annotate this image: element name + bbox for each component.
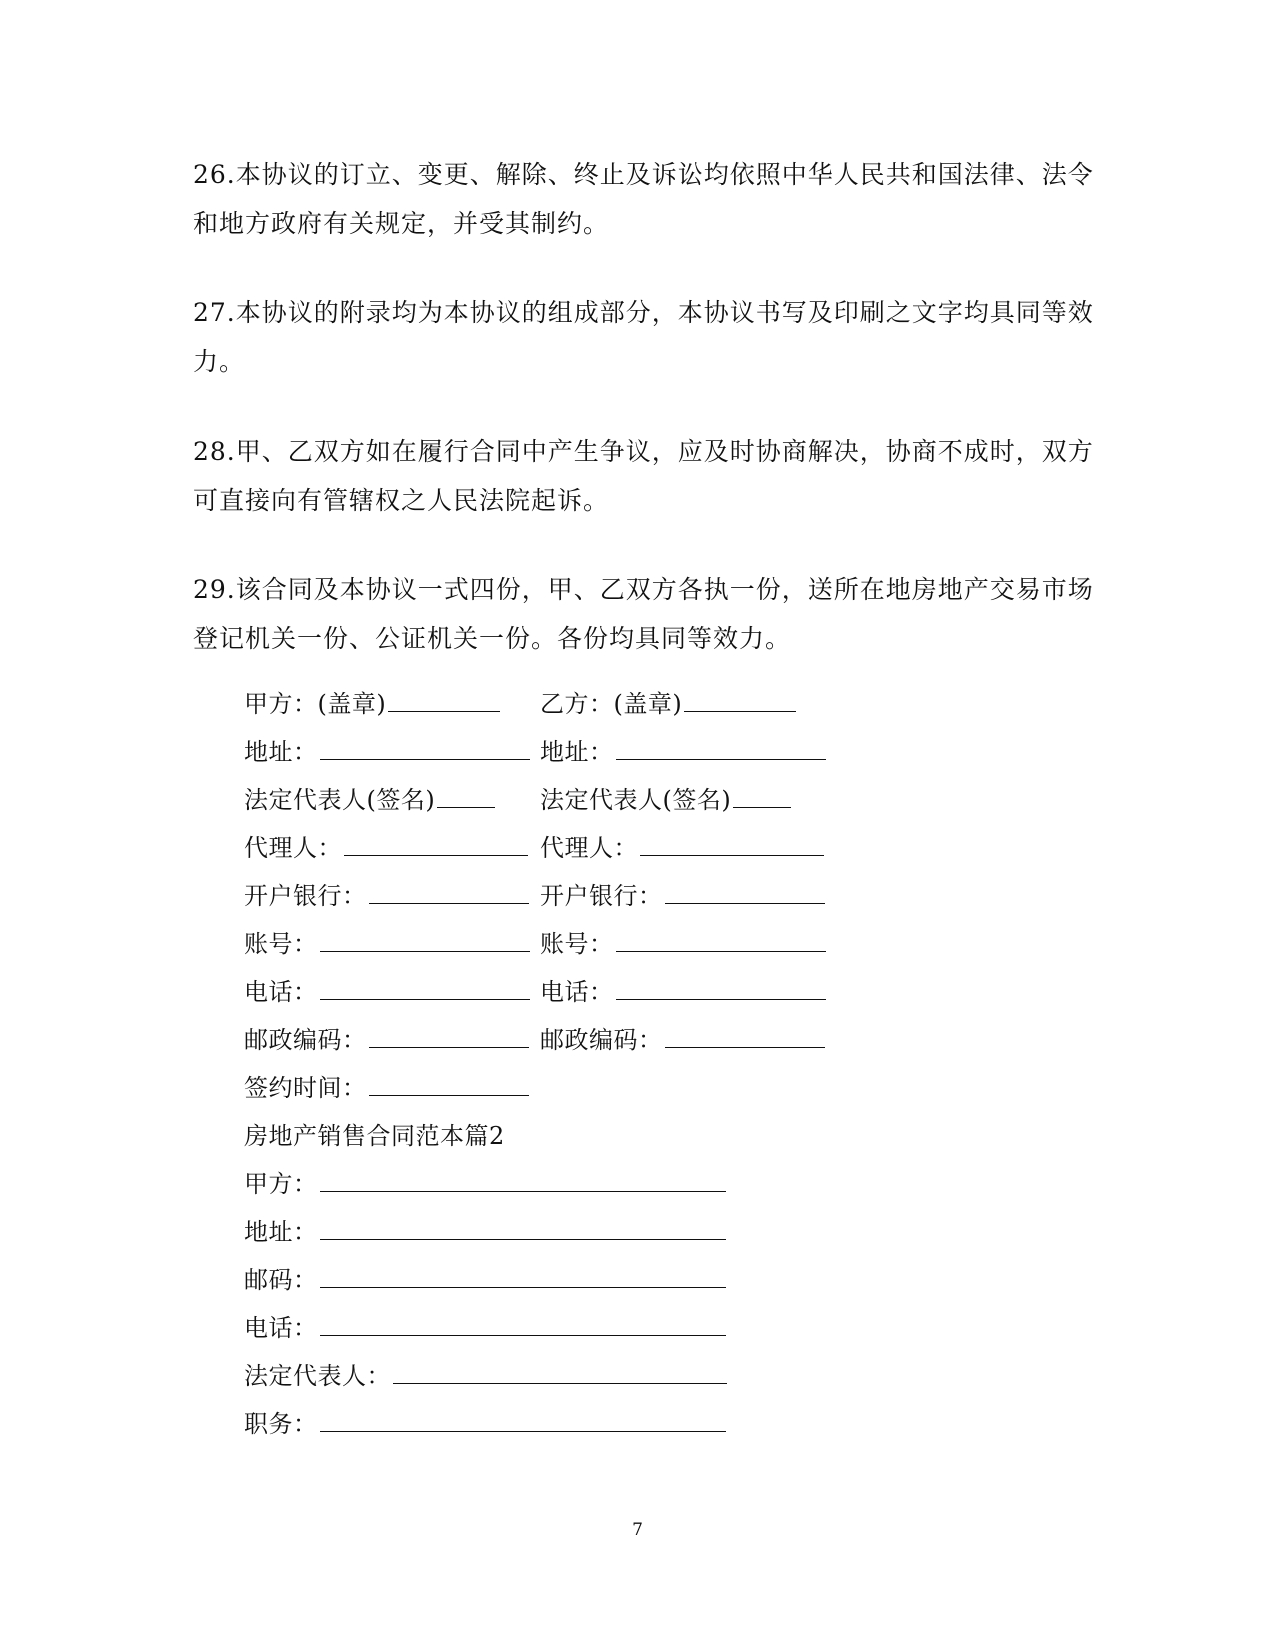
s2-postcode-row: [244, 1264, 726, 1296]
signature-agent-row: [244, 832, 824, 864]
party-b-seal-label: 乙方：(盖章): [540, 690, 683, 718]
agent-b-label: 代理人：: [540, 834, 638, 862]
postcode-b-label: 邮政编码：: [540, 1026, 663, 1054]
account-a-label: 账号：: [244, 930, 318, 958]
account-b-blank[interactable]: [616, 929, 826, 952]
account-b-label: 账号：: [540, 930, 614, 958]
legal-rep-b-blank[interactable]: [733, 785, 791, 808]
s2-position-label: 职务：: [244, 1410, 318, 1438]
s2-position-row: [244, 1408, 726, 1440]
s2-legal-rep-row: [244, 1360, 727, 1392]
party-a-seal-blank[interactable]: [388, 689, 500, 712]
signature-seal-row: [244, 688, 796, 720]
clause-line: 可直接向有管辖权之人民法院起诉。: [193, 486, 610, 515]
address-b-blank[interactable]: [616, 737, 826, 760]
signature-bank-row: [244, 880, 825, 912]
address-b-label: 地址：: [540, 738, 614, 766]
clause-line: 和地方政府有关规定，并受其制约。: [193, 209, 610, 238]
postcode-b-blank[interactable]: [665, 1025, 825, 1048]
s2-address-row: [244, 1216, 726, 1248]
agent-a-label: 代理人：: [244, 834, 342, 862]
phone-a-label: 电话：: [244, 978, 318, 1006]
clause-29: [193, 565, 1094, 663]
sign-date-label: 签约时间：: [244, 1074, 367, 1102]
phone-a-blank[interactable]: [320, 977, 530, 1000]
s2-phone-label: 电话：: [244, 1314, 318, 1342]
bank-a-blank[interactable]: [369, 881, 529, 904]
s2-legal-rep-blank[interactable]: [393, 1361, 727, 1384]
party-b-seal-blank[interactable]: [684, 689, 796, 712]
s2-position-blank[interactable]: [320, 1409, 726, 1432]
bank-a-label: 开户银行：: [244, 882, 367, 910]
clause-line: 力。: [193, 347, 246, 376]
clause-line: 27.本协议的附录均为本协议的组成部分，本协议书写及印刷之文字均具同等效: [193, 298, 1094, 327]
clause-line: 28.甲、乙双方如在履行合同中产生争议，应及时协商解决，协商不成时，双方: [193, 437, 1094, 466]
s2-phone-blank[interactable]: [320, 1313, 726, 1336]
agent-b-blank[interactable]: [640, 833, 824, 856]
s2-phone-row: [244, 1312, 726, 1344]
legal-rep-a-label: 法定代表人(签名): [244, 786, 436, 814]
clause-27: [193, 288, 1094, 386]
s2-party-a-blank[interactable]: [320, 1169, 726, 1192]
signature-postcode-row: [244, 1024, 825, 1056]
s2-party-a-label: 甲方：: [244, 1170, 318, 1198]
agent-a-blank[interactable]: [344, 833, 528, 856]
clause-line: 29.该合同及本协议一式四份，甲、乙双方各执一份，送所在地房地产交易市场: [193, 575, 1094, 604]
signature-account-row: [244, 928, 826, 960]
signature-phone-row: [244, 976, 826, 1008]
account-a-blank[interactable]: [320, 929, 530, 952]
phone-b-label: 电话：: [540, 978, 614, 1006]
clause-line: 登记机关一份、公证机关一份。各份均具同等效力。: [193, 624, 792, 653]
s2-party-a-row: [244, 1168, 726, 1200]
bank-b-blank[interactable]: [665, 881, 825, 904]
clause-line: 26.本协议的订立、变更、解除、终止及诉讼均依照中华人民共和国法律、法令: [193, 160, 1094, 189]
s2-postcode-blank[interactable]: [320, 1265, 726, 1288]
address-a-blank[interactable]: [320, 737, 530, 760]
s2-legal-rep-label: 法定代表人：: [244, 1362, 391, 1390]
s2-address-label: 地址：: [244, 1218, 318, 1246]
clause-28: [193, 427, 1094, 525]
s2-postcode-label: 邮码：: [244, 1266, 318, 1294]
legal-rep-b-label: 法定代表人(签名): [540, 786, 732, 814]
postcode-a-label: 邮政编码：: [244, 1026, 367, 1054]
clause-26: [193, 150, 1094, 248]
phone-b-blank[interactable]: [616, 977, 826, 1000]
address-a-label: 地址：: [244, 738, 318, 766]
signature-address-row: [244, 736, 826, 768]
postcode-a-blank[interactable]: [369, 1025, 529, 1048]
section-2-title: 房地产销售合同范本篇2: [244, 1122, 505, 1150]
party-a-seal-label: 甲方：(盖章): [244, 690, 387, 718]
signature-date-row: [244, 1072, 529, 1104]
sign-date-blank[interactable]: [369, 1073, 529, 1096]
page-number: 7: [632, 1520, 643, 1540]
legal-rep-a-blank[interactable]: [437, 785, 495, 808]
signature-legal-rep-row: [244, 784, 791, 816]
s2-address-blank[interactable]: [320, 1217, 726, 1240]
bank-b-label: 开户银行：: [540, 882, 663, 910]
